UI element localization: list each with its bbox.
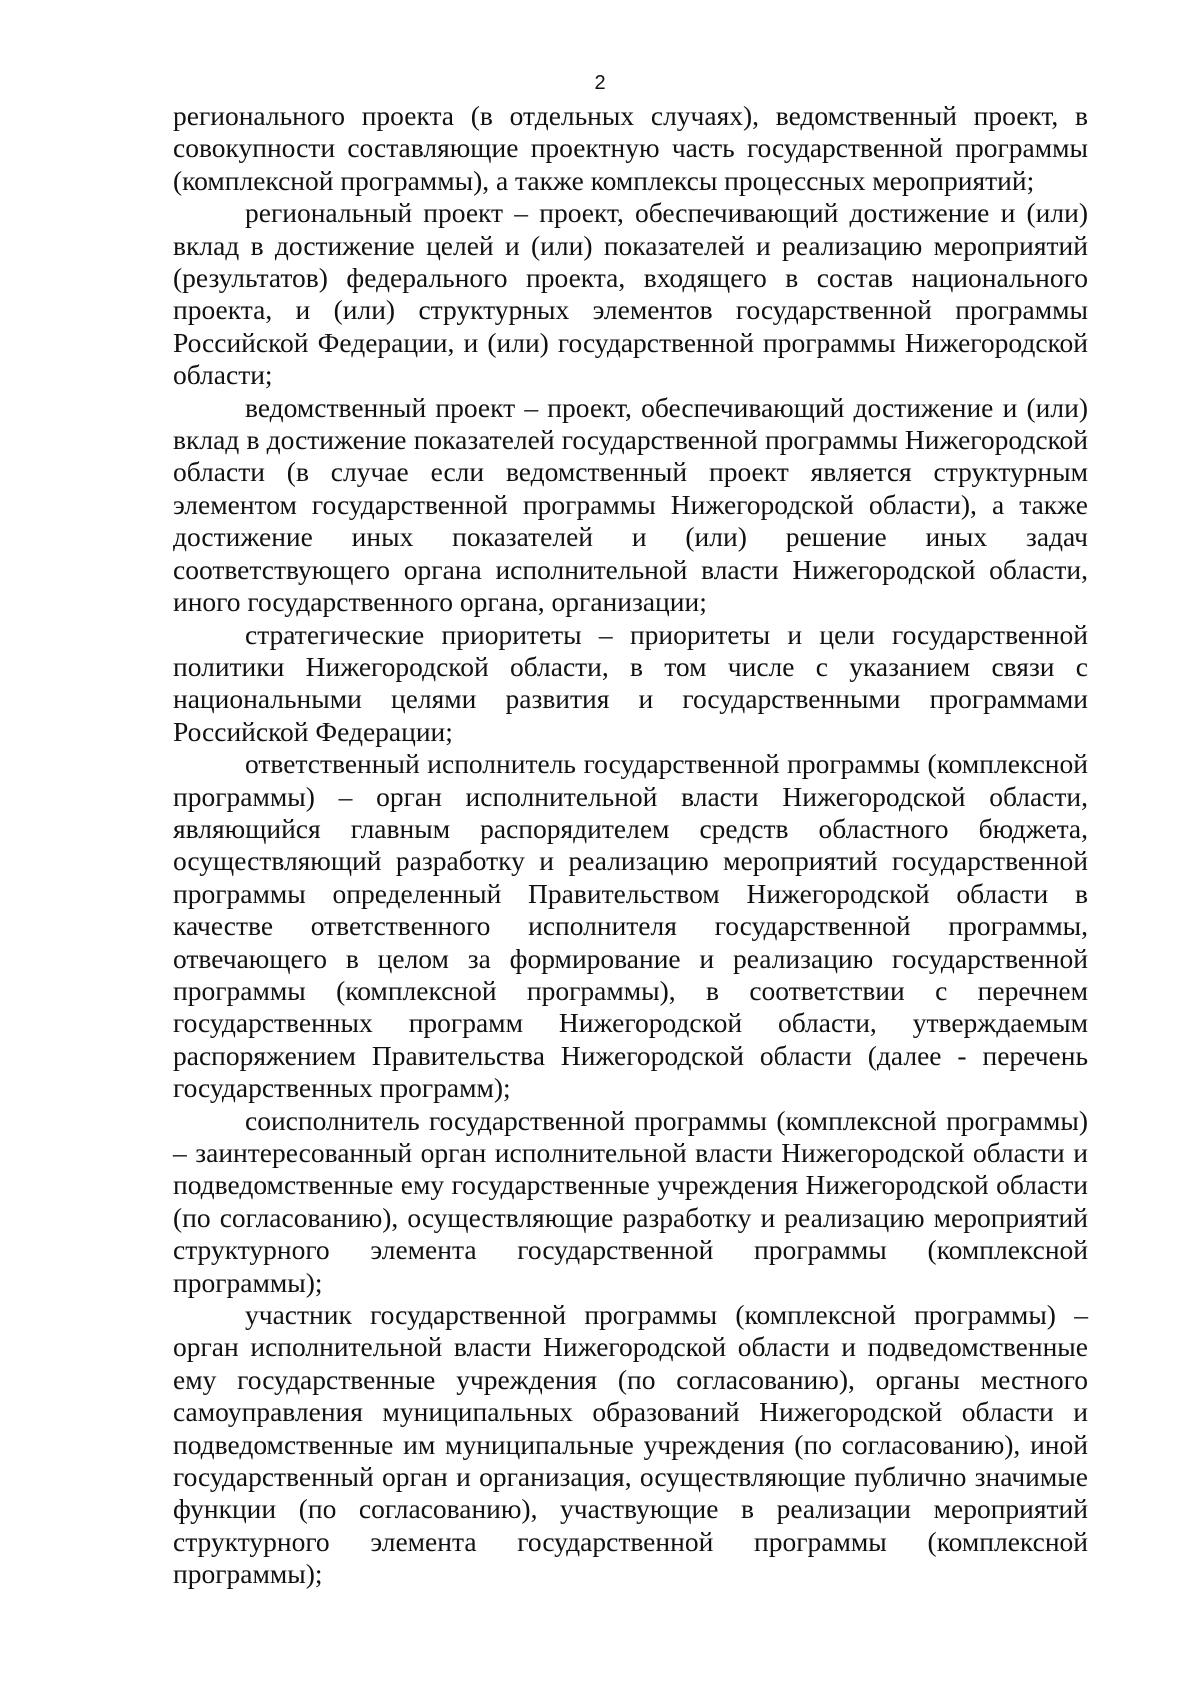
paragraph-co-executor: соисполнитель государственной программы (комплексной программы) – заинтересованный орган исполнительной власти Нижегородской области и подведомственные ему государственные учреждения Нижегородской области (по согласованию), осуществляющие разработку и реализацию мероприятий структурного элемента государственной программы (комплексной программы);	[173, 1104, 1088, 1298]
paragraph-participant: участник государственной программы (комплексной программы) – орган исполнительной власти Нижегородской области и подведомственные ему государственные учреждения (по согласованию), органы местного самоуправления муниципальных образований Нижегородской области и подведомственные им муниципальные учреждения (по согласованию), иной государственный орган и организация, осуществляющие публично значимые функции (по согласованию), участвующие в реализации мероприятий структурного элемента государственной программы (комплексной программы);	[173, 1299, 1088, 1590]
page-number: 2	[594, 72, 606, 94]
paragraph-regional-project: региональный проект – проект, обеспечивающий достижение и (или) вклад в достижение целей и (или) показателей и реализацию мероприятий (результатов) федерального проекта, входящего в состав национального проекта, и (или) структурных элементов государственной программы Российской Федерации, и (или) государственной программы Нижегородской области;	[173, 197, 1088, 391]
paragraph-continuation: регионального проекта (в отдельных случаях), ведомственный проект, в совокупности составляющие проектную часть государственной программы (комплексной программы), а также комплексы процессных мероприятий;	[173, 100, 1088, 196]
document-body	[173, 100, 1088, 1591]
paragraph-departmental-project: ведомственный проект – проект, обеспечивающий достижение и (или) вклад в достижение показателей государственной программы Нижегородской области (в случае если ведомственный проект является структурным элементом государственной программы Нижегородской области), а также достижение иных показателей и (или) решение иных задач соответствующего органа исполнительной власти Нижегородской области, иного государственного органа, организации;	[173, 391, 1088, 618]
paragraph-responsible-executor: ответственный исполнитель государственной программы (комплексной программы) – орган исполнительной власти Нижегородской области, являющийся главным распорядителем средств областного бюджета, осуществляющий разработку и реализацию мероприятий государственной программы определенный Правительством Нижегородской области в качестве ответственного исполнителя государственной программы, отвечающего в целом за формирование и реализацию государственной программы (комплексной программы), в соответствии с перечнем государственных программ Нижегородской области, утверждаемым распоряжением Правительства Нижегородской области (далее - перечень государственных программ);	[173, 748, 1088, 1104]
paragraph-strategic-priorities: стратегические приоритеты – приоритеты и цели государственной политики Нижегородской области, в том числе с указанием связи с национальными целями развития и государственными программами Российской Федерации;	[173, 618, 1088, 747]
